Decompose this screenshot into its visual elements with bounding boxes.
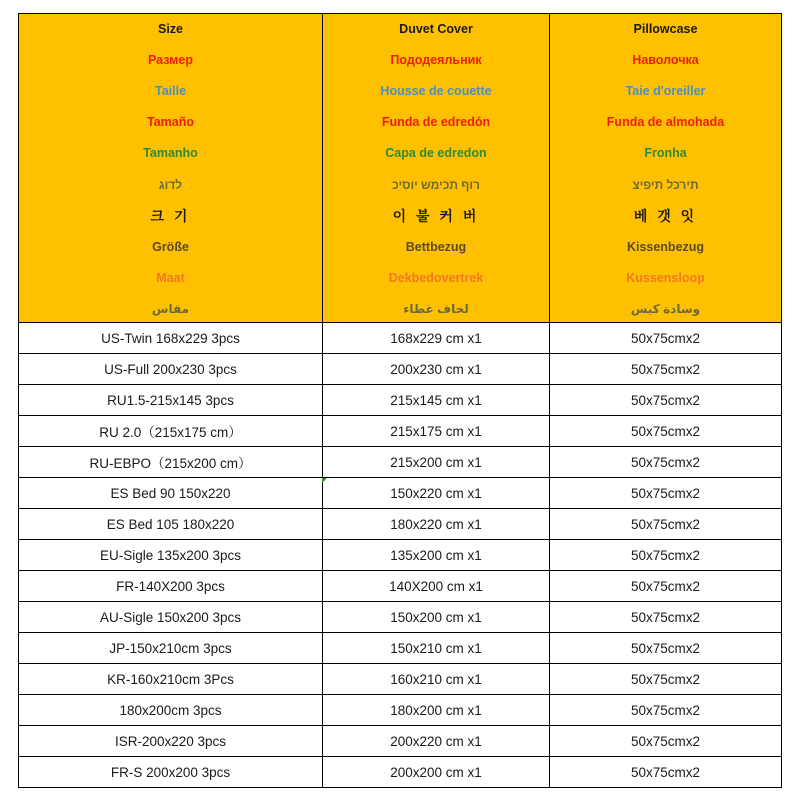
duvet-cover-cell: 150x210 cm x1 — [323, 633, 550, 664]
header-cell-size — [19, 14, 323, 323]
header-cell-pillowcase — [550, 14, 782, 323]
table-row — [19, 664, 782, 695]
cell-corner-marker — [322, 478, 327, 483]
table-row — [19, 602, 782, 633]
size-label-2: Taille — [154, 84, 187, 99]
duvet-cover-cell: 150x200 cm x1 — [323, 602, 550, 633]
size-label-3: Tamaño — [147, 115, 194, 130]
header-row — [19, 14, 782, 323]
pillow-label-2: Taie d'oreiller — [625, 84, 706, 99]
pillow-label-9: وسادة كيس — [630, 301, 701, 316]
pillowcase-cell: 50x75cmx2 — [550, 416, 782, 447]
duvet-cover-cell: 200x200 cm x1 — [323, 757, 550, 788]
duvet-label-9: لحاف غطاء — [403, 301, 469, 316]
duvet-cover-cell: 215x200 cm x1 — [323, 447, 550, 478]
table-row — [19, 478, 782, 509]
header-cell-duvet-cover — [323, 14, 550, 323]
pillowcase-cell: 50x75cmx2 — [550, 633, 782, 664]
duvet-label-7: Bettbezug — [405, 239, 467, 254]
pillowcase-cell: 50x75cmx2 — [550, 571, 782, 602]
duvet-label-1: Пододеяльник — [390, 53, 482, 68]
pillowcase-cell: 50x75cmx2 — [550, 664, 782, 695]
size-chart-body — [19, 14, 782, 788]
table-row — [19, 385, 782, 416]
duvet-label-2: Housse de couette — [380, 84, 492, 99]
pillowcase-cell: 50x75cmx2 — [550, 354, 782, 385]
duvet-cover-cell: 135x200 cm x1 — [323, 540, 550, 571]
duvet-cover-cell: 215x145 cm x1 — [323, 385, 550, 416]
table-row — [19, 695, 782, 726]
table-row — [19, 726, 782, 757]
pillow-label-7: Kissenbezug — [626, 239, 705, 254]
size-label-7: Größe — [152, 239, 189, 254]
size-cell: KR-160x210cm 3Pcs — [19, 664, 323, 695]
pillowcase-cell: 50x75cmx2 — [550, 695, 782, 726]
pillowcase-cell: 50x75cmx2 — [550, 602, 782, 633]
size-cell: RU1.5-215x145 3pcs — [19, 385, 323, 416]
size-cell: ISR-200x220 3pcs — [19, 726, 323, 757]
size-cell: US-Twin 168x229 3pcs — [19, 323, 323, 354]
duvet-cover-cell: 160x210 cm x1 — [323, 664, 550, 695]
table-row — [19, 571, 782, 602]
size-cell: JP-150x210cm 3pcs — [19, 633, 323, 664]
duvet-label-4: Capa de edredon — [385, 146, 487, 161]
duvet-label-6: 이 불 커 버 — [392, 207, 480, 224]
duvet-cover-cell: 168x229 cm x1 — [323, 323, 550, 354]
duvet-cover-cell: 200x220 cm x1 — [323, 726, 550, 757]
duvet-cover-cell: 215x175 cm x1 — [323, 416, 550, 447]
pillow-label-1: Наволочка — [632, 53, 699, 68]
duvet-label-0: Duvet Cover — [399, 22, 473, 36]
pillowcase-cell: 50x75cmx2 — [550, 385, 782, 416]
pillow-label-8: Kussensloop — [626, 270, 705, 285]
pillowcase-cell: 50x75cmx2 — [550, 447, 782, 478]
duvet-label-5: רוף תכימש יוסיכ — [392, 177, 480, 192]
duvet-cover-cell: 180x200 cm x1 — [323, 695, 550, 726]
duvet-label-3: Funda de edredón — [381, 115, 491, 130]
table-row — [19, 323, 782, 354]
duvet-label-8: Dekbedovertrek — [388, 270, 484, 285]
size-label-8: Maat — [156, 270, 185, 285]
pillow-label-3: Funda de almohada — [606, 115, 725, 130]
pillow-label-4: Fronha — [644, 146, 687, 161]
size-cell: EU-Sigle 135x200 3pcs — [19, 540, 323, 571]
table-row — [19, 757, 782, 788]
duvet-cover-cell: 180x220 cm x1 — [323, 509, 550, 540]
duvet-cover-translations — [323, 14, 549, 322]
pillowcase-translations — [550, 14, 781, 322]
size-cell: AU-Sigle 150x200 3pcs — [19, 602, 323, 633]
pillow-label-0: Pillowcase — [633, 22, 698, 36]
table-row — [19, 633, 782, 664]
size-label-6: 크 기 — [150, 207, 191, 224]
size-label-0: Size — [157, 22, 183, 36]
size-cell: ES Bed 105 180x220 — [19, 509, 323, 540]
size-cell: RU 2.0（215x175 cm） — [19, 416, 323, 447]
table-row — [19, 540, 782, 571]
size-cell: FR-140X200 3pcs — [19, 571, 323, 602]
size-cell: FR-S 200x200 3pcs — [19, 757, 323, 788]
duvet-cover-cell: 200x230 cm x1 — [323, 354, 550, 385]
size-label-4: Tamanho — [143, 146, 198, 161]
size-label-5: לדוג — [158, 177, 183, 192]
pillowcase-cell: 50x75cmx2 — [550, 323, 782, 354]
duvet-cover-cell: 150x220 cm x1 — [323, 478, 550, 509]
size-cell: 180x200cm 3pcs — [19, 695, 323, 726]
size-translations — [19, 14, 322, 322]
size-cell: US-Full 200x230 3pcs — [19, 354, 323, 385]
pillowcase-cell: 50x75cmx2 — [550, 509, 782, 540]
pillowcase-cell: 50x75cmx2 — [550, 757, 782, 788]
size-label-1: Размер — [147, 53, 193, 68]
pillowcase-cell: 50x75cmx2 — [550, 726, 782, 757]
pillowcase-cell: 50x75cmx2 — [550, 478, 782, 509]
size-cell: ES Bed 90 150x220 — [19, 478, 323, 509]
table-row — [19, 416, 782, 447]
duvet-cover-cell: 140X200 cm x1 — [323, 571, 550, 602]
size-chart-table — [18, 13, 782, 788]
table-row — [19, 509, 782, 540]
pillow-label-6: 베 갯 잇 — [633, 207, 698, 224]
size-cell: RU-EBPO（215x200 cm） — [19, 447, 323, 478]
pillowcase-cell: 50x75cmx2 — [550, 540, 782, 571]
table-row — [19, 447, 782, 478]
size-label-9: مقاس — [151, 301, 190, 316]
pillow-label-5: תירכל תיפיצ — [632, 177, 699, 192]
table-row — [19, 354, 782, 385]
